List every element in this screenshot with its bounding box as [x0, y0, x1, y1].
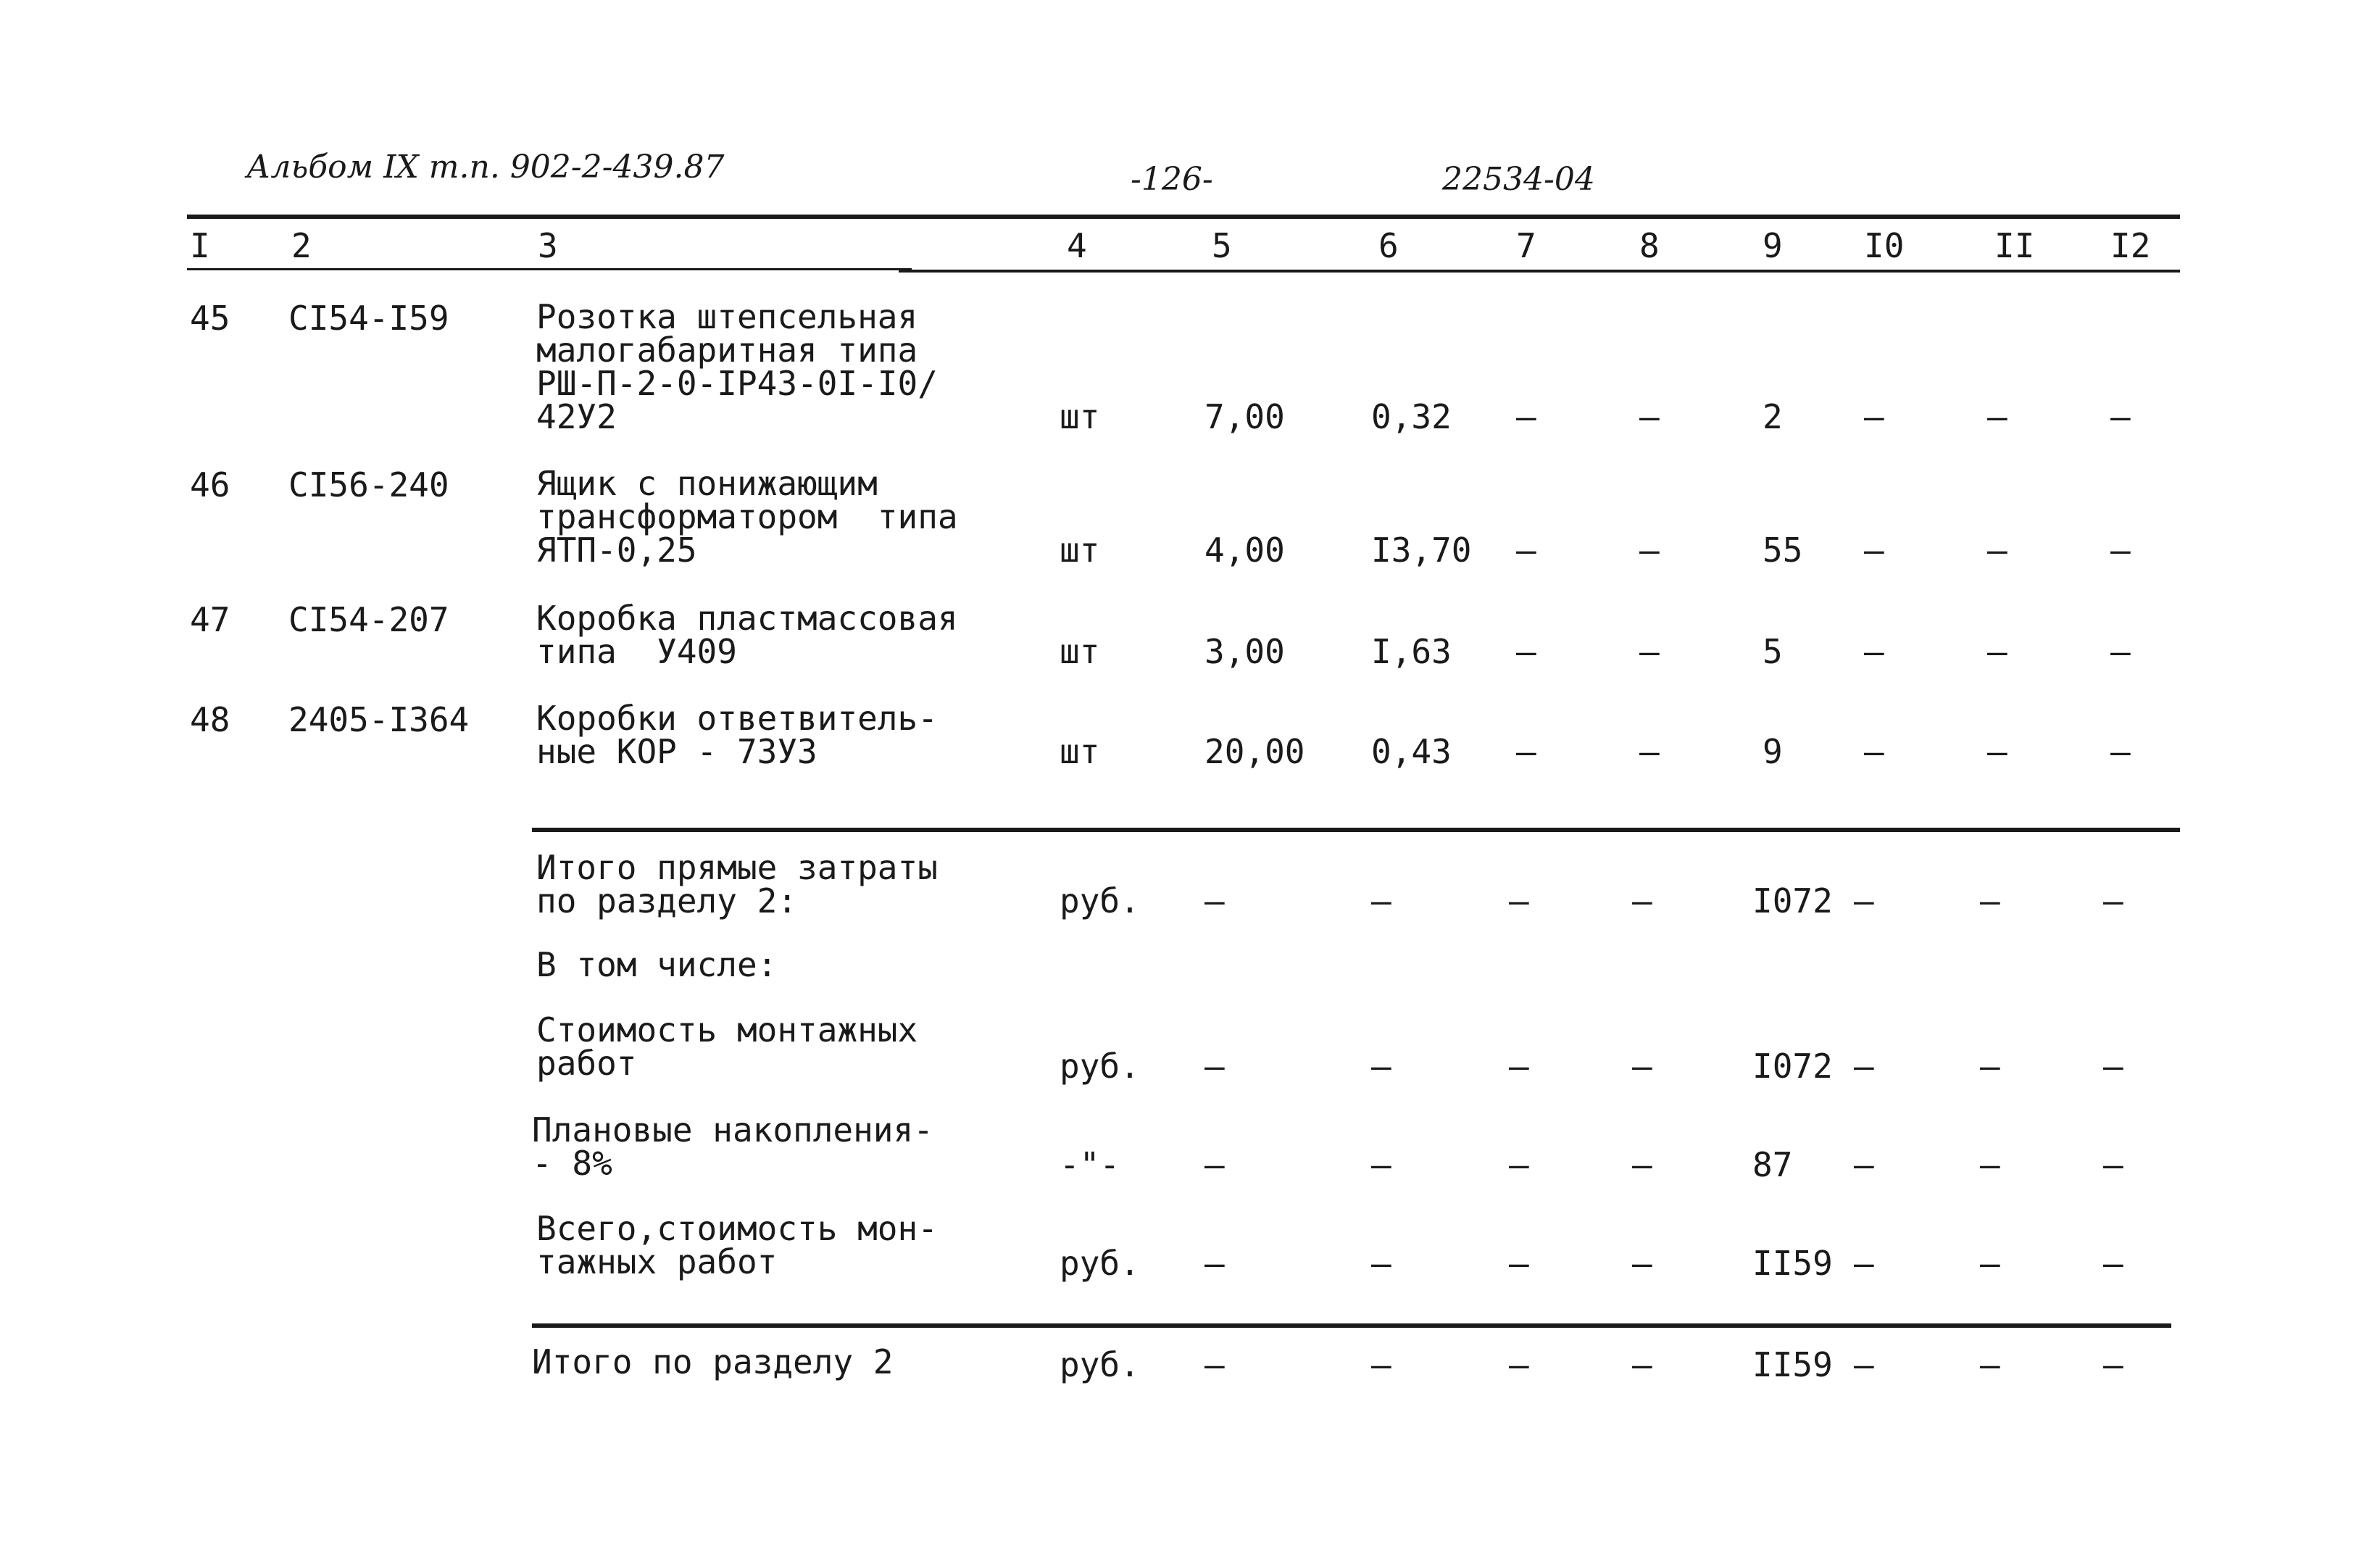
installation-cost-unit: руб.	[1060, 1047, 1140, 1086]
row-45-col8: –	[1639, 397, 1660, 436]
col-header-1: I	[190, 226, 210, 265]
planned-savings-label: Плановые накопления- - 8%	[532, 1110, 933, 1183]
row-46-col11: –	[1987, 531, 2007, 570]
row-45-col9: 2	[1763, 397, 1783, 436]
col-header-4: 4	[1067, 226, 1087, 265]
section-total-label: Итого по разделу 2	[532, 1342, 894, 1381]
total-installation-cost-col8: –	[1632, 1244, 1652, 1283]
total-direct-costs-label: Итого прямые затраты по разделу 2:	[536, 848, 938, 920]
section-total-col12: –	[2103, 1345, 2123, 1384]
planned-savings-col12: –	[2103, 1145, 2123, 1184]
row-45-col11: –	[1987, 397, 2007, 436]
row-47-quantity: 3,00	[1204, 632, 1285, 671]
row-45-code: CI54-I59	[288, 299, 449, 338]
total-direct-costs-col12: –	[2103, 881, 2123, 920]
row-45-col6: 0,32	[1371, 397, 1452, 436]
row-48-number: 48	[190, 700, 230, 739]
total-direct-costs-col7: –	[1509, 881, 1529, 920]
row-48-col7: –	[1516, 732, 1536, 771]
installation-cost-col9: I072	[1752, 1047, 1833, 1086]
total-installation-cost-col7: –	[1509, 1244, 1529, 1283]
row-47-code: CI54-207	[288, 600, 449, 639]
row-45-col7: –	[1516, 397, 1536, 436]
total-direct-costs-col10: –	[1854, 881, 1874, 920]
installation-cost-col7: –	[1509, 1047, 1529, 1086]
installation-cost-label: Стоимость монтажных работ	[536, 1010, 918, 1083]
section-total-col7: –	[1509, 1345, 1529, 1384]
row-48-col11: –	[1987, 732, 2007, 771]
col-header-9: 9	[1763, 226, 1783, 265]
row-48-col10: –	[1864, 732, 1884, 771]
col-header-8: 8	[1639, 226, 1660, 265]
row-48-col9: 9	[1763, 732, 1783, 771]
total-direct-costs-col8: –	[1632, 881, 1652, 920]
total-installation-cost-unit: руб.	[1060, 1244, 1140, 1283]
row-48-unit: шт	[1060, 732, 1100, 771]
total-installation-cost-label: Всего,стоимость мон- тажных работ	[536, 1209, 938, 1281]
installation-cost-col11: –	[1980, 1047, 2000, 1086]
total-direct-costs-col6: –	[1371, 881, 1391, 920]
row-45-col12: –	[2110, 397, 2131, 436]
section-total-col6: –	[1371, 1345, 1391, 1384]
row-46-col7: –	[1516, 531, 1536, 570]
col-header-3: 3	[538, 226, 558, 265]
row-46-description: Ящик с понижающим трансформатором типа ЯТП-0,25	[536, 464, 958, 570]
total-installation-cost-col12: –	[2103, 1244, 2123, 1283]
row-45-number: 45	[190, 299, 230, 338]
planned-savings-col5: –	[1204, 1145, 1225, 1184]
row-47-col6: I,63	[1371, 632, 1452, 671]
installation-cost-col10: –	[1854, 1047, 1874, 1086]
total-installation-cost-col5: –	[1204, 1244, 1225, 1283]
installation-cost-col5: –	[1204, 1047, 1225, 1086]
planned-savings-col6: –	[1371, 1145, 1391, 1184]
col-header-10: I0	[1864, 226, 1905, 265]
row-47-col12: –	[2110, 632, 2131, 671]
row-48-col12: –	[2110, 732, 2131, 771]
row-46-col9: 55	[1763, 531, 1803, 570]
row-46-col12: –	[2110, 531, 2131, 570]
section-total-col5: –	[1204, 1345, 1225, 1384]
col-header-11: II	[1994, 226, 2035, 265]
planned-savings-unit: -"-	[1060, 1145, 1120, 1184]
row-46-col6: I3,70	[1371, 531, 1472, 570]
section-total-col9: II59	[1752, 1345, 1833, 1384]
total-installation-cost-col10: –	[1854, 1244, 1874, 1283]
total-installation-cost-col6: –	[1371, 1244, 1391, 1283]
col-header-2: 2	[291, 226, 312, 265]
total-direct-costs-col9: I072	[1752, 881, 1833, 920]
row-48-quantity: 20,00	[1204, 732, 1305, 771]
row-47-col10: –	[1864, 632, 1884, 671]
totals-divider	[532, 828, 2180, 832]
row-47-col9: 5	[1763, 632, 1783, 671]
column-header-underline-right	[899, 270, 2180, 273]
row-48-description: Коробки ответвитель- ные КОР - 73У3	[536, 699, 938, 771]
col-header-5: 5	[1212, 226, 1232, 265]
album-reference: Альбом IX т.п. 902-2-439.87	[246, 149, 725, 186]
document-code: 22534-04	[1442, 161, 1595, 198]
planned-savings-col9: 87	[1752, 1145, 1793, 1184]
section-total-divider	[532, 1323, 2171, 1328]
installation-cost-col8: –	[1632, 1047, 1652, 1086]
total-installation-cost-col11: –	[1980, 1244, 2000, 1283]
row-47-number: 47	[190, 600, 230, 639]
row-46-col8: –	[1639, 531, 1660, 570]
section-total-col10: –	[1854, 1345, 1874, 1384]
row-45-unit: шт	[1060, 397, 1100, 436]
row-45-description: Розотка штепсельная малогабаритная типа РШ-П-2-0-IР43-0I-I0/ 42У2	[536, 297, 938, 436]
section-total-unit: руб.	[1060, 1345, 1140, 1384]
row-48-code: 2405-I364	[288, 700, 470, 739]
installation-cost-col6: –	[1371, 1047, 1391, 1086]
row-47-description: Коробка пластмассовая типа У409	[536, 599, 958, 671]
total-installation-cost-col9: II59	[1752, 1244, 1833, 1283]
row-47-unit: шт	[1060, 632, 1100, 671]
planned-savings-col8: –	[1632, 1145, 1652, 1184]
row-47-col7: –	[1516, 632, 1536, 671]
section-total-col8: –	[1632, 1345, 1652, 1384]
including-label: В том числе:	[536, 945, 778, 984]
col-header-7: 7	[1516, 226, 1536, 265]
column-header-underline	[187, 268, 912, 270]
page-number: -126-	[1131, 161, 1213, 198]
row-46-quantity: 4,00	[1204, 531, 1285, 570]
row-46-col10: –	[1864, 531, 1884, 570]
total-direct-costs-col5: –	[1204, 881, 1225, 920]
total-direct-costs-col11: –	[1980, 881, 2000, 920]
row-46-number: 46	[190, 465, 230, 504]
row-46-unit: шт	[1060, 531, 1100, 570]
row-45-quantity: 7,00	[1204, 397, 1285, 436]
row-48-col6: 0,43	[1371, 732, 1452, 771]
row-47-col11: –	[1987, 632, 2007, 671]
row-46-code: CI56-240	[288, 465, 449, 504]
section-total-col11: –	[1980, 1345, 2000, 1384]
col-header-12: I2	[2110, 226, 2151, 265]
planned-savings-col10: –	[1854, 1145, 1874, 1184]
col-header-6: 6	[1378, 226, 1399, 265]
planned-savings-col11: –	[1980, 1145, 2000, 1184]
row-48-col8: –	[1639, 732, 1660, 771]
top-rule	[187, 215, 2180, 219]
total-direct-costs-unit: руб.	[1060, 881, 1140, 920]
installation-cost-col12: –	[2103, 1047, 2123, 1086]
row-47-col8: –	[1639, 632, 1660, 671]
planned-savings-col7: –	[1509, 1145, 1529, 1184]
row-45-col10: –	[1864, 397, 1884, 436]
